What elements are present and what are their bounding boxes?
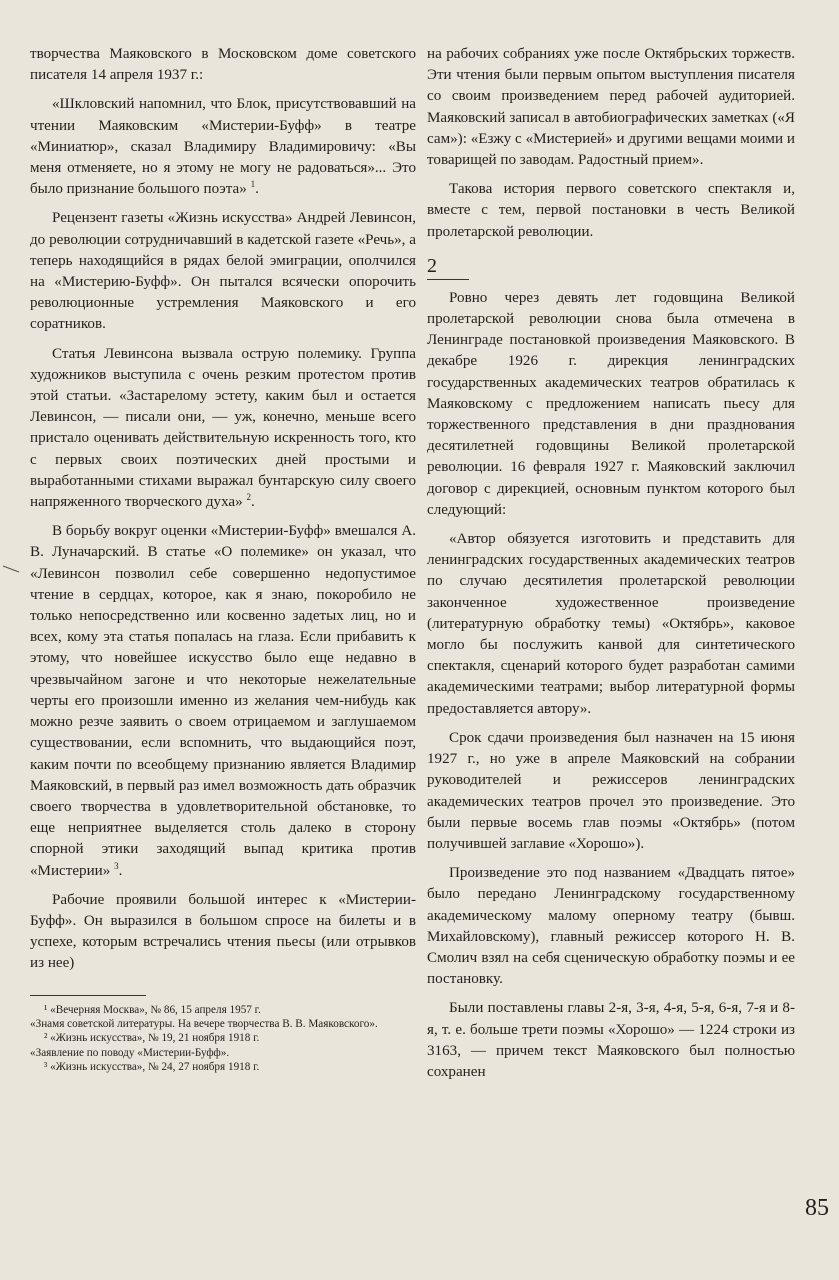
paragraph: Рабочие проявили большой интерес к «Мистерии-Буфф». Он выразился в большом спросе на билеты и в успехе, которым встречались чтения пьесы (или отрывков из нее) [30,891,416,972]
paragraph: Срок сдачи произведения был назначен на 15 июня 1927 г., но уже в апреле Маяковский на собрании руководителей и режиссеров ленинградских академических театров прочел это произведение. Это были первые восемь глав поэмы «Октябрь» (потом получившей заглавие «Хорошо»). [427,729,795,852]
paragraph-text: В борьбу вокруг оценки «Мистерии-Буфф» вмешался А. В. Луначарский. В статье «О полемике» он указал, что «Левинсон позволил себе совершенно недопустимое чтение в сердцах, которое, как я знаю, покоробило не только непосредственно или косвенно задетых лиц, но и всех, кому эта статья попалась на глаза. Если прибавить к этому, что новейшее искусство было еще недавно в чрезвычайном загоне и что некоторые нежелательные черты его произошли именно из желания чем-нибудь как можно резче заявить о своем отрицаемом и заглушаемом существовании, если вспомнить, что выдающийся поэт, каким почти по всеобщему признанию является Владимир Маяковский, в первый раз имел возможность дать образчик своего творчества в удовлетворительной обстановке, то еще неприятнее выделяется столь далеко в сторону спорной этики заходящий выпад критика против «Мистерии» [30,523,416,879]
section-divider [427,279,469,280]
paragraph-text: Статья Левинсона вызвала острую полемику. Группа художников выступила с очень резким протестом против этой статьи. «Застарелому эстету, каким был и остается Левинсон, — писали они, — уж, конечно, меньше всего пристало оценивать действительную искренность того, кто с первых своих поэтических дней простыми и выработанными стихами выражал бунтарскую силу своего напряженного творческого духа» [30,345,416,511]
quote-paragraph: «Шкловский напомнил, что Блок, присутствовавший на чтении Маяковским «Мистерии-Буфф» в театре «Миниатюр», сказал Владимиру Владимировичу: «Вы меня отменяете, но я этому не могу не радоваться»... Это было признание большого поэта» $^1$. [30,96,416,198]
page-number: 85 [805,1195,829,1221]
paragraph: творчества Маяковского в Московском доме советского писателя 14 апреля 1937 г.: [30,46,416,84]
footnotes [30,1003,416,1075]
paragraph: Рецензент газеты «Жизнь искусства» Андрей Левинсон, до революции сотрудничавший в кадетской газете «Речь», а теперь находящийся в рядах белой эмиграции, ополчился на «Мистерию-Буфф». Он пытался всячески опорочить революционные устремления Маяковского и его соратников. [30,210,416,333]
paragraph: Статья Левинсона вызвала острую полемику. Группа художников выступила с очень резким протестом против этой статьи. «Застарелому эстету, каким был и остается Левинсон, — писали они, — уж, конечно, меньше всего пристало оценивать действительную искренность того, кто с первых своих поэтических дней простыми и выработанными стихами выражал бунтарскую силу своего напряженного творческого духа» $^2$. [30,345,416,511]
footnote-1-cont: «Знамя советской литературы. На вечере творчества В. В. Маяковского». [30,1017,378,1030]
paragraph: Произведение это под названием «Двадцать пятое» было передано Ленинградскому государственному академическому малому оперному театру (бывш. Михайловскому), главный режиссер которого Н. В. Смолич взял на себя сценическую обработку поэмы и ее постановку. [427,865,795,988]
footnote-divider [30,995,146,996]
footnote-ref: 2 [246,492,251,503]
right-column [427,44,795,1083]
footnote-2-cont: «Заявление по поводу «Мистерии-Буфф». [30,1046,230,1059]
paragraph: Такова история первого советского спектакля и, вместе с тем, первой постановки в честь Великой пролетарской революции. [427,181,795,240]
footnote-3: ³ «Жизнь искусства», № 24, 27 ноября 1918 г. [44,1061,260,1074]
left-column [30,44,416,1075]
footnote-1: ¹ «Вечерняя Москва», № 86, 15 апреля 1957 г. [44,1003,261,1016]
footnote-2: ² «Жизнь искусства», № 19, 21 ноября 1918 г. [44,1032,260,1045]
paragraph: Были поставлены главы 2-я, 3-я, 4-я, 5-я, 6-я, 7-я и 8-я, т. е. больше трети поэмы «Хорошо» — 1224 строки из 3163, — причем текст Маяковского был полностью сохранен [427,1000,795,1080]
section-number: 2 [427,254,437,277]
footnote-ref: 3 [114,860,119,871]
paragraph: В борьбу вокруг оценки «Мистерии-Буфф» вмешался А. В. Луначарский. В статье «О полемике» он указал, что «Левинсон позволил себе совершенно недопустимое чтение в сердцах, которое, как я знаю, покоробило не только непосредственно или косвенно задетых лиц, но и всех, кому эта статья попалась на глаза. Если прибавить к этому, что новейшее искусство было еще недавно в чрезвычайном загоне и что некоторые нежелательные черты его произошли именно из желания чем-нибудь как можно резче заявить о своем отрицаемом и заглушаемом существовании, если вспомнить, что выдающийся поэт, каким почти по всеобщему признанию является Владимир Маяковский, в первый раз имел возможность дать образчик своего творчества в удовлетворительной обстановке, то еще неприятнее выделяется столь далеко в сторону спорной этики заходящий выпад критика против «Мистерии» $^3$. [30,523,416,879]
paragraph: Ровно через девять лет годовщина Великой пролетарской революции снова была отмечена в Ленинграде постановкой произведения Маяковского. В декабре 1926 г. дирекция ленинградских государственных академических театров обратилась к Маяковскому с предложением написать пьесу для торжественного представления в дни празднования десятилетней годовщины Великой пролетарской революции. 16 февраля 1927 г. Маяковский заключил договор с дирекцией, основным пунктом которого был следующий: [427,289,795,518]
quote-text: «Шкловский напомнил, что Блок, присутствовавший на чтении Маяковским «Мистерии-Буфф» в театре «Миниатюр», сказал Владимиру Владимировичу: «Вы меня отменяете, но я этому не могу не радоваться»... Это было признание большого поэта» [30,96,416,198]
margin-pencil-mark [2,562,22,576]
paragraph: на рабочих собраниях уже после Октябрьских торжеств. Эти чтения были первым опытом выступления писателя со своим произведением перед рабочей аудиторией. Маяковский записал в автобиографических заметках («Я сам»): «Езжу с «Мистерией» и другими вещами моими и товарищей по заводам. Радостный прием». [427,46,795,169]
footnote-ref: 1 [250,179,256,190]
quote-paragraph: «Автор обязуется изготовить и представить для ленинградских государственных академических театров по случаю десятилетия пролетарской революции законченное художественное произведение (литературную обработку темы) «Октябрь», каковое могло бы послужить канвой для синтетического спектакля, сценарий которого будет разработан самими академическими театрами; выбор литературной формы предоставляется автору». [427,531,795,717]
